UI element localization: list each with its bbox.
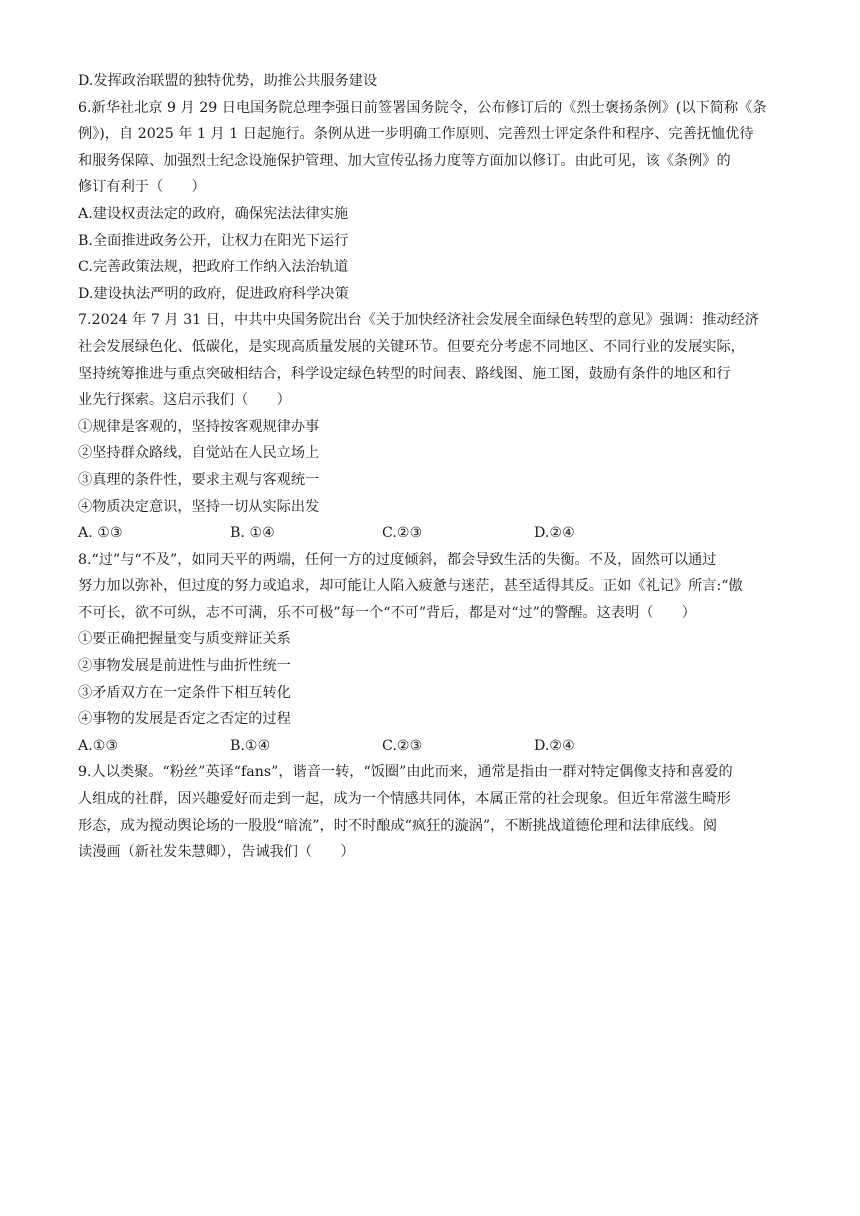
q7-item-3: ③真理的条件性，要求主观与客观统一: [78, 471, 320, 488]
exam-page: [78, 68, 784, 1206]
q7-stem-line: 坚持统筹推进与重点突破相结合，科学设定绿色转型的时间表、路线图、施工图，鼓励有条件的地区和行: [78, 365, 731, 382]
q8-choices: [78, 733, 784, 760]
q6-option-b: B.全面推进政务公开，让权力在阳光下运行: [78, 232, 349, 249]
q8-choice-d: D.②④: [534, 737, 575, 754]
q8-item-3: ③矛盾双方在一定条件下相互转化: [78, 684, 291, 701]
q8-item-1: ①要正确把握量变与质变辩证关系: [78, 631, 291, 648]
previous-question-option-d: D.发挥政治联盟的独特优势，助推公共服务建设: [78, 73, 378, 89]
q6-stem-line: 6.新华社北京 9 月 29 日电国务院总理李强日前签署国务院令，公布修订后的《烈士褒扬条例》(以下简称《条: [78, 99, 767, 116]
q7-stem-line: 业先行探索。这启示我们（ ）: [78, 392, 291, 409]
q6-stem-line: 和服务保障、加强烈士纪念设施保护管理、加大宣传弘扬力度等方面加以修订。由此可见，该《条例》的: [78, 152, 731, 169]
q7-stem-line: 7.2024 年 7 月 31 日，中共中央国务院出台《关于加快经济社会发展全面绿色转型的意见》强调：推动经济: [78, 312, 759, 329]
q6-option-d: D.建设执法严明的政府，促进政府科学决策: [78, 285, 349, 302]
q7-item-4: ④物质决定意识，坚持一切从实际出发: [78, 498, 320, 515]
q6-option-c: C.完善政策法规，把政府工作纳入法治轨道: [78, 259, 349, 276]
question-8: [78, 547, 784, 760]
q9-stem-line: 9.人以类聚。“粉丝”英译“fans”，谐音一转，“饭圈”由此而来，通常是指由一群对特定偶像支持和喜爱的: [78, 764, 733, 781]
question-6: [78, 95, 784, 308]
q8-stem-line: 不可长，欲不可纵，志不可满，乐不可极”每一个“不可”背后，都是对“过”的警醒。这表明（ ）: [78, 604, 696, 621]
q7-choices: [78, 520, 784, 547]
q8-choice-c: C.②③: [382, 737, 423, 754]
q9-stem-line: 人组成的社群，因兴趣爱好而走到一起，成为一个情感共同体，本属正常的社会现象。但近年常滋生畸形: [78, 791, 731, 808]
q6-stem-line: 例》)，自 2025 年 1 月 1 日起施行。条例从进一步明确工作原则、完善烈士评定条件和程序、完善抚恤优待: [78, 126, 754, 143]
q8-choice-a: A.①③: [78, 737, 119, 754]
q8-stem-line: 8.“过”与“不及”，如同天平的两端，任何一方的过度倾斜，都会导致生活的失衡。不及，固然可以通过: [78, 551, 717, 568]
q7-choice-a: A. ①③: [78, 525, 123, 542]
q9-stem-line: 读漫画（新社发朱慧卿），告诫我们（ ）: [78, 844, 355, 861]
q9-stem-line: 形态，成为搅动舆论场的一股股“暗流”，时不时酿成“疯狂的漩涡”，不断挑战道德伦理和法律底线。阅: [78, 817, 718, 834]
blank-space: [78, 866, 784, 1206]
question-7: [78, 307, 784, 546]
q7-choice-d: D.②④: [534, 525, 575, 542]
q7-choice-b: B. ①④: [230, 525, 275, 542]
q7-item-2: ②坚持群众路线，自觉站在人民立场上: [78, 445, 320, 462]
q8-item-2: ②事物发展是前进性与曲折性统一: [78, 658, 291, 675]
q8-choice-b: B.①④: [230, 737, 271, 754]
q8-stem-line: 努力加以弥补，但过度的努力或追求，却可能让人陷入疲惫与迷茫，甚至适得其反。正如《礼记》所言:“傲: [78, 578, 743, 595]
q7-item-1: ①规律是客观的，坚持按客观规律办事: [78, 418, 320, 435]
q7-stem-line: 社会发展绿色化、低碳化，是实现高质量发展的关键环节。但要充分考虑不同地区、不同行业的发展实际，: [78, 338, 745, 355]
q7-choice-c: C.②③: [382, 525, 423, 542]
q8-item-4: ④事物的发展是否定之否定的过程: [78, 711, 291, 728]
question-9: [78, 759, 784, 865]
q6-option-a: A.建设权责法定的政府，确保宪法法律实施: [78, 205, 349, 222]
q6-stem-line: 修订有利于（ ）: [78, 179, 206, 196]
